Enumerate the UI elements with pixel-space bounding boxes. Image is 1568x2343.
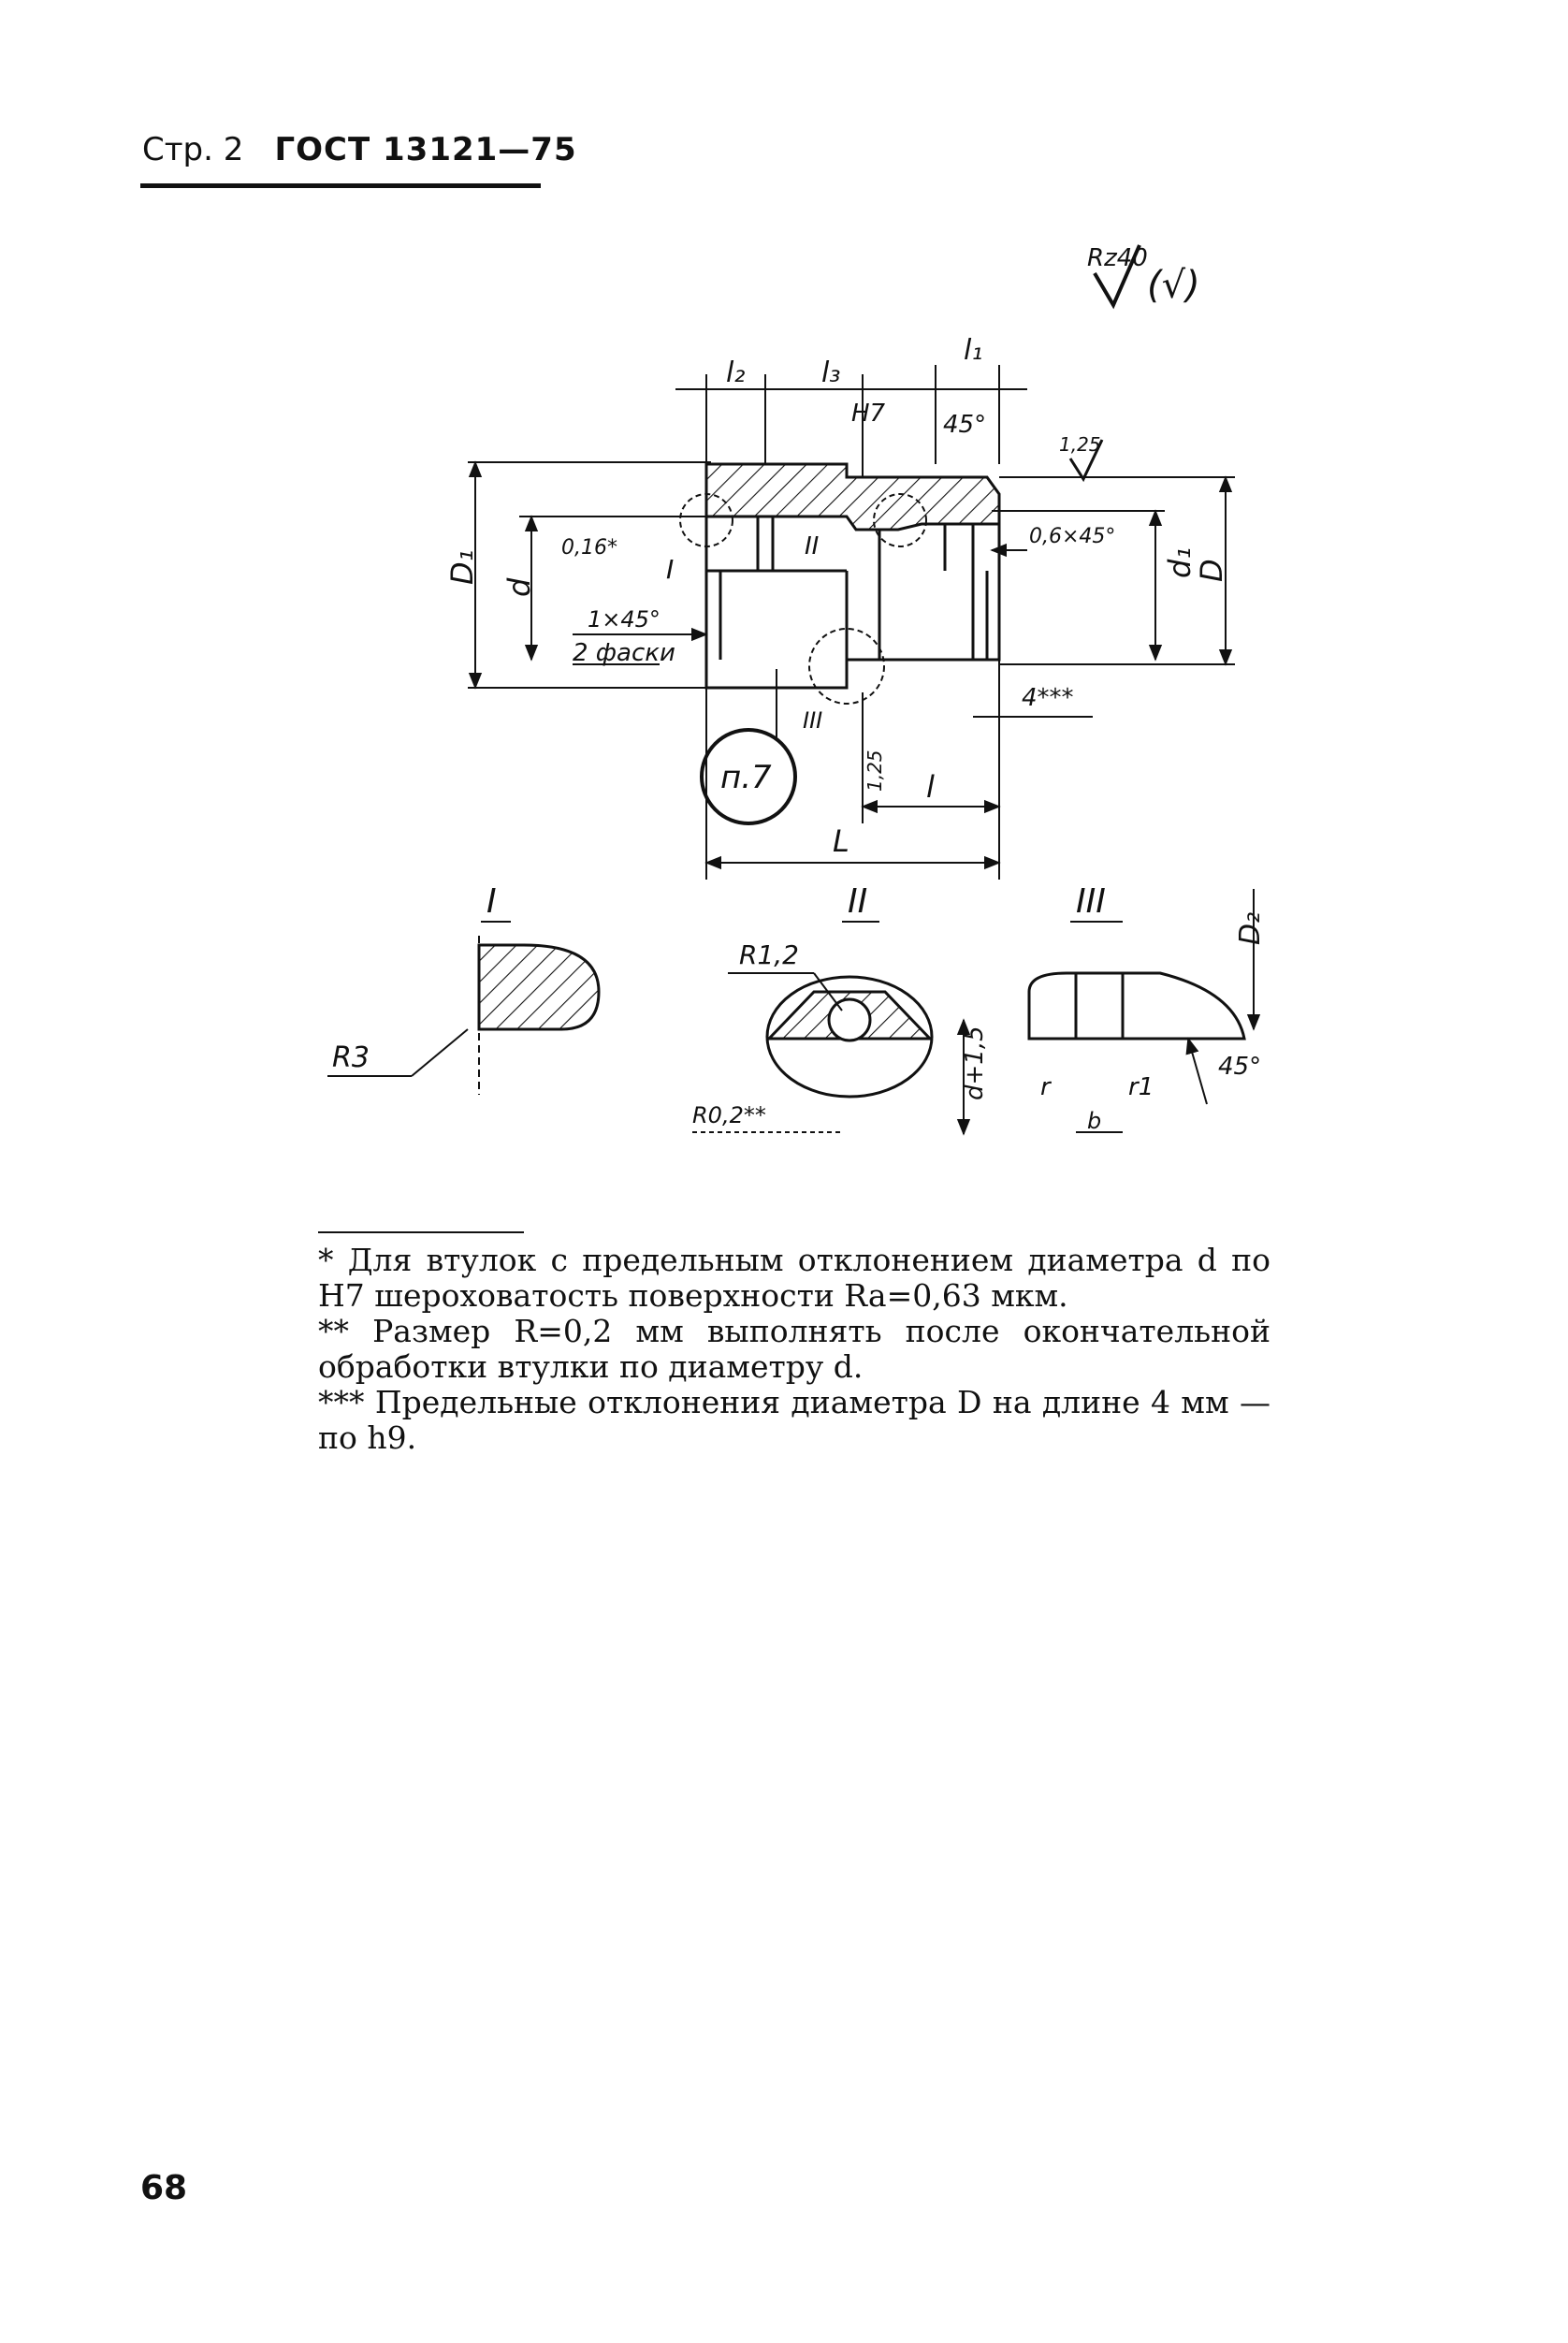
footnote-rule (318, 1231, 524, 1233)
label-r: r (1040, 1073, 1051, 1101)
roughness-general-label: Rz40 (1087, 244, 1148, 272)
label-r1: r1 (1128, 1073, 1154, 1101)
label-r12: R1,2 (739, 939, 799, 970)
dim-l3: l₃ (821, 357, 841, 389)
dim-l2: l₂ (726, 357, 746, 389)
label-roughness-125: 1,25 (1059, 433, 1101, 456)
general-roughness-mark (1087, 244, 1200, 307)
label-h7: H7 (851, 400, 886, 428)
label-angle-45: 45° (943, 411, 987, 439)
footnote-1: * Для втулок с предельным отклонением диаметра d по H7 шероховатость поверхности Ra=0,63 мкм. (318, 1242, 1270, 1314)
detail-view-ii (692, 882, 989, 1134)
detail-view-iii (1029, 882, 1267, 1134)
label-p7: п.7 (720, 759, 772, 796)
label-r3: R3 (332, 1041, 370, 1074)
label-view-i-marker: I (666, 554, 675, 585)
detail-i-title: I (486, 882, 497, 921)
dim-l1: l₁ (964, 334, 983, 367)
footnote-2: ** Размер R=0,2 мм выполнять после окончательной обработки втулки по диаметру d. (318, 1313, 1270, 1385)
label-roughness-125b: 1,25 (864, 749, 886, 792)
label-chamfer-06: 0,6×45° (1029, 525, 1116, 548)
label-b: b (1087, 1108, 1102, 1134)
page-label: Стр. 2 (142, 131, 244, 168)
label-view-iii-marker: III (803, 707, 823, 734)
roughness-paren: (√) (1147, 264, 1200, 307)
label-two-chamfers: 2 фаски (573, 639, 675, 667)
label-angle-45b: 45° (1218, 1053, 1262, 1081)
label-r02: R0,2** (692, 1102, 766, 1128)
label-view-ii-marker: II (805, 532, 820, 560)
label-chamfer-1: 1×45° (588, 606, 661, 633)
dim-d1-bore: d₁ (1162, 546, 1198, 578)
detail-iii-title: III (1076, 882, 1106, 921)
detail-ii-title: II (848, 882, 868, 921)
detail-view-i (327, 882, 599, 1095)
footnotes (318, 1243, 1270, 1456)
footnote-3: *** Предельные отклонения диаметра D на длине 4 мм — по h9. (318, 1384, 1270, 1456)
main-view-labels (444, 334, 1229, 859)
dim-D: D (1194, 559, 1229, 582)
dim-d1-outer: D₁ (444, 549, 480, 585)
dim-L: L (833, 823, 849, 859)
dim-d-inner: d (501, 577, 537, 597)
page-number: 68 (140, 2169, 188, 2207)
label-roughness-016: 0,16* (561, 536, 617, 560)
dim-l: l (926, 769, 935, 805)
dim-D2: D₂ (1234, 911, 1267, 945)
dim-four: 4*** (1022, 684, 1074, 712)
standard-number: ГОСТ 13121—75 (274, 131, 577, 168)
main-section-view (468, 365, 1235, 880)
dim-d-plus-15: d+1,5 (961, 1026, 989, 1100)
